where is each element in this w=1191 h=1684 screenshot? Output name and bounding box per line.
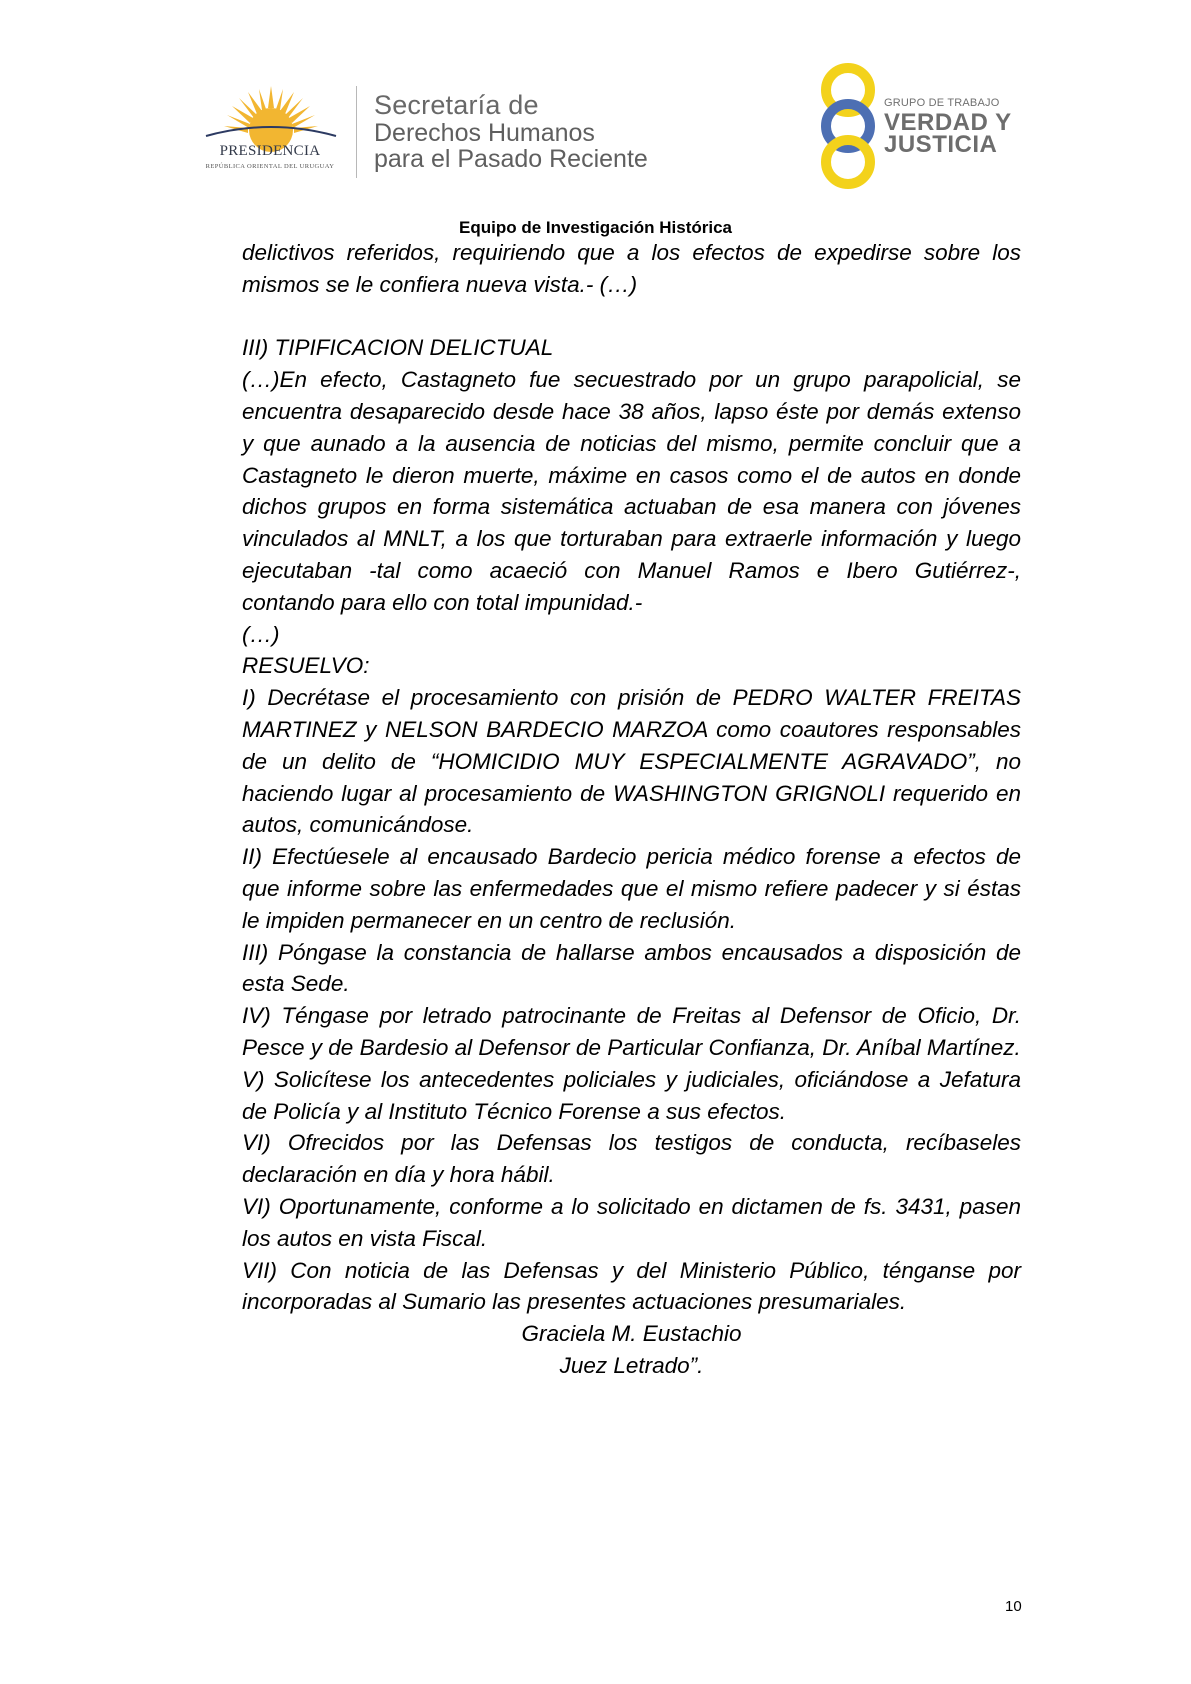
resolution-item: II) Efectúesele al encausado Bardecio pericia médico forense a efectos de que informe sobre las enfermedades que el mismo refiere padecer y si éstas le impiden permanecer en un centro de reclusión.	[242, 844, 1021, 933]
signature-name: Graciela M. Eustachio	[521, 1321, 742, 1347]
paragraph-tipificacion: (…)En efecto, Castagneto fue secuestrado por un grupo parapolicial, se encuentra desaparecido desde hace 38 años, lapso éste por demás extenso y que aunado a la ausencia de noticias del mismo, permite concluir que a Castagneto le dieron muerte, máxime en casos como el de autos en donde dichos grupos en forma sistemática actuaban de esa manera con jóvenes vinculados al MNLT, a los que torturaban para extraerle información y luego ejecutaban -tal como acaeció con Manuel Ramos e Ibero Gutiérrez-, contando para ello con total impunidad.-	[242, 367, 1021, 615]
secretaria-line-1: Secretaría de	[374, 90, 539, 120]
resolution-item: I) Decrétase el procesamiento con prisión de PEDRO WALTER FREITAS MARTINEZ y NELSON BARDECIO MARZOA como coautores responsables de un delito de “HOMICIDIO MUY ESPECIALMENTE AGRAVADO”, no haciendo lugar al procesamiento de WASHINGTON GRIGNOLI requerido en autos, comunicándose.	[242, 685, 1021, 838]
resolution-item: V) Solicítese los antecedentes policiales y judiciales, oficiándose a Jefatura de Policía y al Instituto Técnico Forense a sus efectos.	[242, 1066, 1021, 1124]
presidencia-subtitle: REPÚBLICA ORIENTAL DEL URUGUAY	[205, 163, 335, 170]
section-title: III) TIPIFICACION DELICTUAL	[242, 335, 554, 361]
gtvj-small-label: GRUPO DE TRABAJO	[884, 97, 1000, 109]
paragraph-intro: delictivos referidos, requiriendo que a los efectos de expedirse sobre los mismos se le confiera nueva vista.- (…)	[242, 240, 1021, 297]
signature-title: Juez Letrado”.	[559, 1352, 704, 1378]
resolution-item: VII) Con noticia de las Defensas y del Ministerio Público, ténganse por incorporadas al Sumario las presentes actuaciones presumariales.	[242, 1257, 1021, 1315]
team-heading: Equipo de Investigación Histórica	[459, 218, 732, 237]
paragraph-gap	[242, 301, 1021, 333]
ellipsis: (…)	[242, 621, 280, 647]
page-number: 10	[1005, 1598, 1022, 1615]
resolution-item: VI) Oportunamente, conforme a lo solicitado en dictamen de fs. 3431, pasen los autos en vista Fiscal.	[242, 1193, 1021, 1251]
header-divider	[356, 86, 357, 178]
resolution-item: III) Póngase la constancia de hallarse ambos encausados a disposición de esta Sede.	[242, 939, 1021, 997]
document-body	[242, 237, 1021, 1382]
resuelvo-heading: RESUELVO:	[242, 653, 370, 679]
presidencia-name: PRESIDENCIA	[219, 143, 321, 159]
secretaria-line-2: Derechos Humanos	[374, 119, 595, 147]
resolution-item: VI) Ofrecidos por las Defensas los testigos de conducta, recíbaseles declaración en día y hora hábil.	[242, 1130, 1021, 1188]
secretaria-title	[374, 90, 648, 172]
verdad-justicia-rings-logo	[808, 62, 888, 190]
secretaria-line-3: para el Pasado Reciente	[374, 145, 648, 173]
resolution-item: IV) Téngase por letrado patrocinante de Freitas al Defensor de Oficio, Dr. Pesce y de Bardesio al Defensor de Particular Confianza, Dr. Aníbal Martínez.	[242, 1003, 1021, 1060]
gtvj-verdad-label: VERDAD Y	[884, 109, 1012, 136]
gtvj-justicia-label: JUSTICIA	[884, 131, 998, 158]
